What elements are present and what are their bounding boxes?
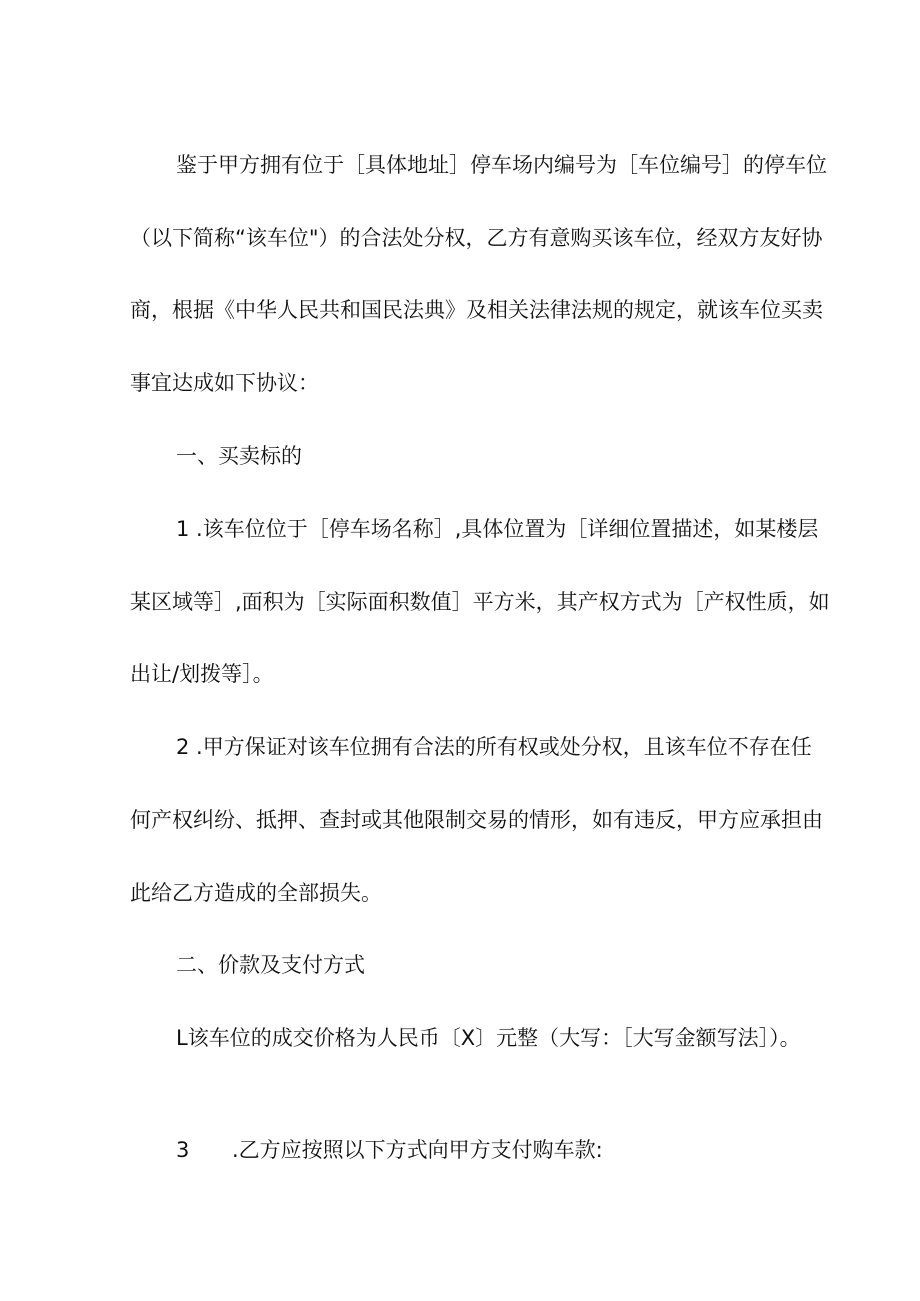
clause-text: .乙方应按照以下方式向甲方支付购车款: (232, 1138, 603, 1162)
clause-1-line-1: 1 .该车位位于［停车场名称］,具体位置为［详细位置描述，如某楼层 (176, 517, 819, 541)
clause-number: 3 (176, 1138, 190, 1162)
clause-2-line-1: 2 .甲方保证对该车位拥有合法的所有权或处分权，且该车位不存在任 (176, 735, 812, 759)
clause-1-line-2: 某区域等］,面积为［实际面积数值］平方米，其产权方式为［产权性质，如 (130, 590, 830, 614)
clause-2-line-2: 何产权纠纷、抵押、查封或其他限制交易的情形，如有违反，甲方应承担由 (130, 808, 823, 832)
paragraph-intro-line-2: （以下简称“该车位"）的合法处分权，乙方有意购买该车位，经双方友好协 (130, 226, 823, 250)
clause-1-line-3: 出让/划拨等］。 (130, 662, 274, 686)
payment-clause-price: L该车位的成交价格为人民币〔X〕元整（大写：［大写金额写法］）。 (176, 1026, 801, 1050)
payment-clause-3 (176, 1135, 603, 1165)
clause-2-line-3: 此给乙方造成的全部损失。 (130, 881, 382, 905)
paragraph-intro-line-3: 商，根据《中华人民共和国民法典》及相关法律法规的规定，就该车位买卖 (130, 298, 823, 322)
paragraph-intro-line-1: 鉴于甲方拥有位于［具体地址］停车场内编号为［车位编号］的停车位 (176, 153, 827, 177)
section-heading-subject: 一、买卖标的 (176, 444, 302, 468)
paragraph-intro-line-4: 事宜达成如下协议： (130, 371, 319, 395)
section-heading-payment: 二、价款及支付方式 (176, 953, 365, 977)
